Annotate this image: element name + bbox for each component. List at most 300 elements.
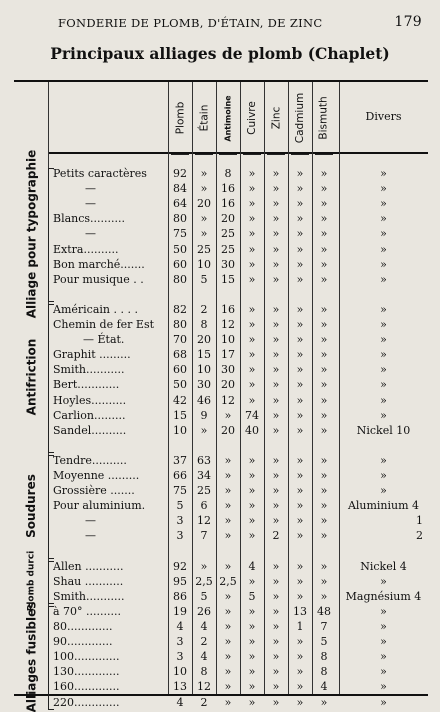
group-label-text: Alliages fusibles xyxy=(24,601,38,712)
table-cell: » xyxy=(296,242,304,256)
table-row xyxy=(14,362,428,377)
header-dash xyxy=(291,154,309,155)
table-cell: 8 xyxy=(320,650,328,664)
table-row xyxy=(14,272,428,287)
table-cell: 10 xyxy=(221,333,235,347)
table-cell: » xyxy=(272,620,280,633)
table-cell: » xyxy=(320,378,328,392)
table-cell: » xyxy=(224,604,232,618)
table-cell: » xyxy=(248,695,256,709)
table-cell: 26 xyxy=(197,604,211,618)
table-cell: » xyxy=(248,318,256,331)
table-cell: » xyxy=(296,348,304,362)
divers-cell: » xyxy=(380,333,387,347)
group-label-text: Alliage pour typographie xyxy=(24,149,38,319)
table-cell: 46 xyxy=(197,393,211,407)
table-cell: » xyxy=(272,363,280,377)
table-cell: » xyxy=(248,665,256,679)
table-cell: 10 xyxy=(173,423,187,437)
table-cell: 42 xyxy=(173,393,187,407)
row-label: 90............. xyxy=(53,635,113,649)
table-cell: 2 xyxy=(200,302,208,316)
page-title: Principaux alliages de plomb (Chaplet) xyxy=(50,44,390,63)
table-cell: 75 xyxy=(173,227,187,241)
divers-cell: » xyxy=(380,257,387,271)
table-cell: » xyxy=(248,257,256,271)
table-cell: 92 xyxy=(173,559,187,573)
table-cell: » xyxy=(296,182,304,196)
table-cell: » xyxy=(272,423,280,437)
table-cell: 48 xyxy=(317,604,331,618)
table-cell: » xyxy=(224,620,232,633)
table-cell: 16 xyxy=(221,197,235,211)
table-cell: » xyxy=(296,197,304,211)
column-header-plomb xyxy=(171,88,189,148)
table-cell: » xyxy=(272,453,280,467)
table-cell: 15 xyxy=(173,408,187,422)
group-label-text: Antifriction xyxy=(24,339,38,416)
table-cell: » xyxy=(272,333,280,347)
table-cell: » xyxy=(224,680,232,694)
table-row xyxy=(14,257,428,272)
table-cell: 2 xyxy=(200,695,208,709)
table-cell: » xyxy=(224,635,232,649)
table-cell: » xyxy=(224,665,232,679)
table-cell: » xyxy=(248,182,256,196)
table-cell: » xyxy=(320,227,328,241)
table-cell: 5 xyxy=(320,635,328,649)
column-header-label: Zinc xyxy=(270,106,283,130)
table-cell: » xyxy=(224,695,232,709)
table-row xyxy=(14,513,428,528)
divers-cell: » xyxy=(380,574,387,588)
running-head xyxy=(0,14,440,32)
table-cell: 20 xyxy=(221,423,235,437)
row-label: Carlion......... xyxy=(53,408,126,422)
table-cell: » xyxy=(296,499,304,513)
table-cell: » xyxy=(248,469,256,482)
table-cell: 5 xyxy=(248,589,256,603)
table-cell: » xyxy=(248,604,256,618)
row-label: Moyenne ......... xyxy=(53,469,140,482)
table-cell: » xyxy=(296,514,304,528)
table-cell: » xyxy=(248,499,256,513)
row-label: 130............. xyxy=(53,665,120,679)
table-row xyxy=(14,377,428,392)
table-cell: 8 xyxy=(200,665,208,679)
table-cell: » xyxy=(320,514,328,528)
table-cell: 5 xyxy=(200,272,208,286)
table-cell: 80 xyxy=(173,318,187,331)
table-row xyxy=(14,242,428,257)
table-cell: » xyxy=(272,167,280,180)
table-cell: 2 xyxy=(200,635,208,649)
table-cell: » xyxy=(296,680,304,694)
header-dash xyxy=(243,154,261,155)
table-cell: » xyxy=(272,589,280,603)
table-cell: 7 xyxy=(200,529,208,543)
divers-cell: » xyxy=(380,650,387,664)
table-row xyxy=(14,634,428,649)
table-row xyxy=(14,423,428,438)
table-cell: » xyxy=(296,408,304,422)
table-cell: 16 xyxy=(221,182,235,196)
table-cell: » xyxy=(272,318,280,331)
table-cell: » xyxy=(272,348,280,362)
table-cell: » xyxy=(320,574,328,588)
table-cell: » xyxy=(296,302,304,316)
divers-cell: » xyxy=(380,242,387,256)
table-cell: 13 xyxy=(173,680,187,694)
table-cell: 5 xyxy=(200,589,208,603)
divers-cell: Nickel 10 xyxy=(356,423,411,437)
table-cell: » xyxy=(320,197,328,211)
row-label: 80............. xyxy=(53,620,113,633)
table-cell: » xyxy=(320,333,328,347)
table-cell: » xyxy=(248,348,256,362)
table-cell: » xyxy=(296,635,304,649)
table-cell: » xyxy=(224,589,232,603)
column-header-bismuth xyxy=(315,88,333,148)
table-cell: » xyxy=(248,529,256,543)
table-cell: » xyxy=(296,212,304,226)
table-row xyxy=(14,574,428,589)
table-cell: » xyxy=(224,408,232,422)
table-cell: » xyxy=(296,484,304,498)
table-cell: » xyxy=(320,499,328,513)
table-row xyxy=(14,166,428,181)
table-cell: » xyxy=(296,363,304,377)
table-cell: » xyxy=(296,650,304,664)
table-row xyxy=(14,604,428,619)
table-cell: » xyxy=(320,453,328,467)
table-cell: » xyxy=(248,363,256,377)
divers-cell: » xyxy=(380,469,387,482)
divers-cell: » xyxy=(380,167,387,180)
table-cell: 40 xyxy=(245,423,259,437)
table-cell: » xyxy=(296,695,304,709)
table-cell: » xyxy=(296,665,304,679)
table-cell: 64 xyxy=(173,197,187,211)
table-cell: 3 xyxy=(176,635,184,649)
row-label: — xyxy=(85,529,96,543)
table-cell: » xyxy=(224,469,232,482)
table-cell: 25 xyxy=(221,242,235,256)
table-cell: » xyxy=(248,620,256,633)
row-label: Bert............ xyxy=(53,378,120,392)
table-cell: » xyxy=(248,272,256,286)
divers-cell: » xyxy=(380,182,387,196)
table-cell: » xyxy=(272,499,280,513)
divers-cell: » xyxy=(380,197,387,211)
table-cell: » xyxy=(272,182,280,196)
table-cell: 8 xyxy=(320,665,328,679)
table-row xyxy=(14,468,428,483)
divers-cell: Nickel 4 xyxy=(360,559,407,573)
divers-cell: » xyxy=(380,363,387,377)
table-cell: » xyxy=(272,604,280,618)
row-label: Allen ........... xyxy=(53,559,124,573)
table-cell: » xyxy=(200,227,208,241)
divers-cell: » xyxy=(380,620,387,633)
table-cell: » xyxy=(320,469,328,482)
group-label-text: Soudures xyxy=(24,473,39,538)
row-label: Smith........... xyxy=(53,363,125,377)
divers-cell: » xyxy=(380,302,387,316)
table-cell: » xyxy=(320,242,328,256)
table-cell: » xyxy=(296,453,304,467)
table-row xyxy=(14,196,428,211)
table-cell: 8 xyxy=(224,167,232,180)
table-cell: 95 xyxy=(173,574,187,588)
table-row xyxy=(14,619,428,634)
column-header-label: Étain xyxy=(198,104,211,132)
table-cell: » xyxy=(272,257,280,271)
table-cell: 16 xyxy=(221,302,235,316)
row-label: 160............. xyxy=(53,680,120,694)
table-cell: 60 xyxy=(173,257,187,271)
table-cell: » xyxy=(320,484,328,498)
table-cell: » xyxy=(272,680,280,694)
table-cell: 4 xyxy=(320,680,328,694)
table-cell: 80 xyxy=(173,272,187,286)
table-row xyxy=(14,453,428,468)
table-cell: 10 xyxy=(197,363,211,377)
column-header-label: Cadmium xyxy=(294,92,306,144)
table-cell: » xyxy=(272,695,280,709)
table-cell: » xyxy=(272,393,280,407)
table-cell: 1 xyxy=(296,620,304,633)
table-cell: » xyxy=(320,212,328,226)
table-cell: » xyxy=(248,212,256,226)
table-cell: 12 xyxy=(197,680,211,694)
table-row xyxy=(14,211,428,226)
table-row xyxy=(14,664,428,679)
table-cell: » xyxy=(296,529,304,543)
alloy-table xyxy=(14,80,428,712)
table-cell: 50 xyxy=(173,378,187,392)
table-row xyxy=(14,287,428,302)
table-cell: » xyxy=(272,272,280,286)
table-cell: 20 xyxy=(197,333,211,347)
table-cell: 68 xyxy=(173,348,187,362)
table-cell: » xyxy=(272,574,280,588)
table-cell: » xyxy=(272,212,280,226)
table-cell: » xyxy=(248,242,256,256)
table-cell: » xyxy=(248,484,256,498)
table-cell: 70 xyxy=(173,333,187,347)
table-cell: » xyxy=(296,167,304,180)
row-label: Chemin de fer Est xyxy=(53,318,155,331)
table-cell: 82 xyxy=(173,302,187,316)
table-cell: » xyxy=(272,469,280,482)
table-cell: » xyxy=(272,650,280,664)
table-cell: » xyxy=(248,514,256,528)
column-header-zinc xyxy=(267,88,285,148)
table-cell: 3 xyxy=(176,650,184,664)
table-row xyxy=(14,347,428,362)
table-row xyxy=(14,649,428,664)
row-label: Grossière ....... xyxy=(53,484,135,498)
table-cell: 13 xyxy=(293,604,307,618)
table-cell: » xyxy=(320,408,328,422)
table-cell: 5 xyxy=(176,499,184,513)
table-row xyxy=(14,226,428,241)
table-cell: » xyxy=(248,574,256,588)
column-header-tain xyxy=(195,88,213,148)
table-cell: » xyxy=(200,167,208,180)
table-cell: » xyxy=(296,559,304,573)
table-cell: 19 xyxy=(173,604,187,618)
table-cell: 74 xyxy=(245,408,259,422)
table-cell: 4 xyxy=(176,620,184,633)
table-cell: » xyxy=(320,423,328,437)
running-head-text: FONDERIE DE PLOMB, D'ÉTAIN, DE ZINC xyxy=(58,16,323,30)
table-cell: 86 xyxy=(173,589,187,603)
header-rule xyxy=(48,152,428,154)
table-cell: » xyxy=(320,393,328,407)
row-label: à 70° .......... xyxy=(53,604,122,618)
table-cell: » xyxy=(320,302,328,316)
table-cell: » xyxy=(320,363,328,377)
table-cell: 25 xyxy=(221,227,235,241)
table-row xyxy=(14,408,428,423)
row-label: Hoyles.......... xyxy=(53,393,127,407)
table-cell: 30 xyxy=(221,257,235,271)
column-header-antimoine xyxy=(219,88,237,148)
table-row xyxy=(14,559,428,574)
row-label: Pour musique . . xyxy=(53,272,144,286)
table-cell: » xyxy=(296,469,304,482)
table-cell: » xyxy=(320,167,328,180)
divers-cell: Magnésium 4 xyxy=(345,589,422,603)
table-cell: » xyxy=(272,635,280,649)
table-row xyxy=(14,181,428,196)
row-label: Graphit ......... xyxy=(53,348,131,362)
table-cell: 2,5 xyxy=(219,574,237,588)
table-cell: » xyxy=(296,423,304,437)
table-cell: » xyxy=(248,635,256,649)
table-cell: 66 xyxy=(173,469,187,482)
table-cell: 2,5 xyxy=(195,574,213,588)
table-row xyxy=(14,317,428,332)
table-cell: » xyxy=(272,378,280,392)
header-dash xyxy=(195,154,213,155)
table-row xyxy=(14,332,428,347)
row-label: Bon marché....... xyxy=(53,257,145,271)
table-cell: 8 xyxy=(200,318,208,331)
table-cell: » xyxy=(248,227,256,241)
table-cell: » xyxy=(320,559,328,573)
table-cell: » xyxy=(272,484,280,498)
header-dash xyxy=(219,154,237,155)
divers-cell: Aluminium 4 xyxy=(347,499,420,513)
table-row xyxy=(14,528,428,543)
table-cell: » xyxy=(272,514,280,528)
table-cell: » xyxy=(224,514,232,528)
table-cell: 15 xyxy=(197,348,211,362)
divers-cell: » xyxy=(380,695,387,709)
table-cell: 9 xyxy=(200,408,208,422)
table-cell: » xyxy=(296,333,304,347)
row-label: Shau ........... xyxy=(53,574,124,588)
table-cell: » xyxy=(296,393,304,407)
table-cell: » xyxy=(248,393,256,407)
table-cell: » xyxy=(248,197,256,211)
column-header-label: Bismuth xyxy=(318,96,330,140)
table-cell: » xyxy=(296,589,304,603)
table-cell: 92 xyxy=(173,167,187,180)
table-cell: 63 xyxy=(197,453,211,467)
divers-cell: » xyxy=(380,635,387,649)
table-cell: 80 xyxy=(173,212,187,226)
table-cell: » xyxy=(272,197,280,211)
table-cell: » xyxy=(248,650,256,664)
row-label: Extra.......... xyxy=(53,242,119,256)
table-cell: 7 xyxy=(320,620,328,633)
header-dash xyxy=(171,154,189,155)
table-cell: 30 xyxy=(197,378,211,392)
table-row xyxy=(14,544,428,559)
table-cell: 20 xyxy=(221,212,235,226)
table-cell: » xyxy=(248,302,256,316)
table-cell: » xyxy=(296,318,304,331)
table-cell: 12 xyxy=(221,393,235,407)
divers-cell: » xyxy=(380,378,387,392)
table-cell: » xyxy=(296,227,304,241)
table-cell: » xyxy=(320,589,328,603)
table-cell: » xyxy=(224,453,232,467)
table-cell: » xyxy=(272,408,280,422)
divers-cell: » xyxy=(380,212,387,226)
row-label: — xyxy=(85,514,96,528)
row-label: — xyxy=(85,197,96,211)
table-cell: 12 xyxy=(221,318,235,331)
column-header-divers: Divers xyxy=(365,110,402,123)
table-cell: » xyxy=(320,272,328,286)
divers-cell: » xyxy=(380,408,387,422)
table-cell: 10 xyxy=(197,257,211,271)
table-cell: » xyxy=(272,242,280,256)
table-cell: » xyxy=(272,302,280,316)
table-row xyxy=(14,679,428,694)
table-cell: » xyxy=(320,182,328,196)
table-cell: » xyxy=(320,348,328,362)
row-label: Pour aluminium. xyxy=(53,499,146,513)
table-cell: » xyxy=(224,499,232,513)
table-cell: 12 xyxy=(197,514,211,528)
row-label: 220............. xyxy=(53,695,120,709)
table-cell: 10 xyxy=(173,665,187,679)
table-cell: 3 xyxy=(176,514,184,528)
table-cell: 25 xyxy=(197,242,211,256)
row-label: — xyxy=(85,227,96,241)
table-cell: » xyxy=(200,212,208,226)
divers-cell: » xyxy=(380,680,387,694)
table-cell: » xyxy=(320,257,328,271)
table-row xyxy=(14,498,428,513)
row-label: Smith........... xyxy=(53,589,125,603)
table-cell: » xyxy=(248,167,256,180)
row-label: Sandel.......... xyxy=(53,423,127,437)
column-header-label: Antimoine xyxy=(223,94,233,142)
table-cell: » xyxy=(320,529,328,543)
table-cell: 2 xyxy=(272,529,280,543)
table-cell: 84 xyxy=(173,182,187,196)
row-label: Petits caractères xyxy=(53,167,147,180)
table-cell: » xyxy=(296,574,304,588)
divers-cell: » xyxy=(380,453,387,467)
